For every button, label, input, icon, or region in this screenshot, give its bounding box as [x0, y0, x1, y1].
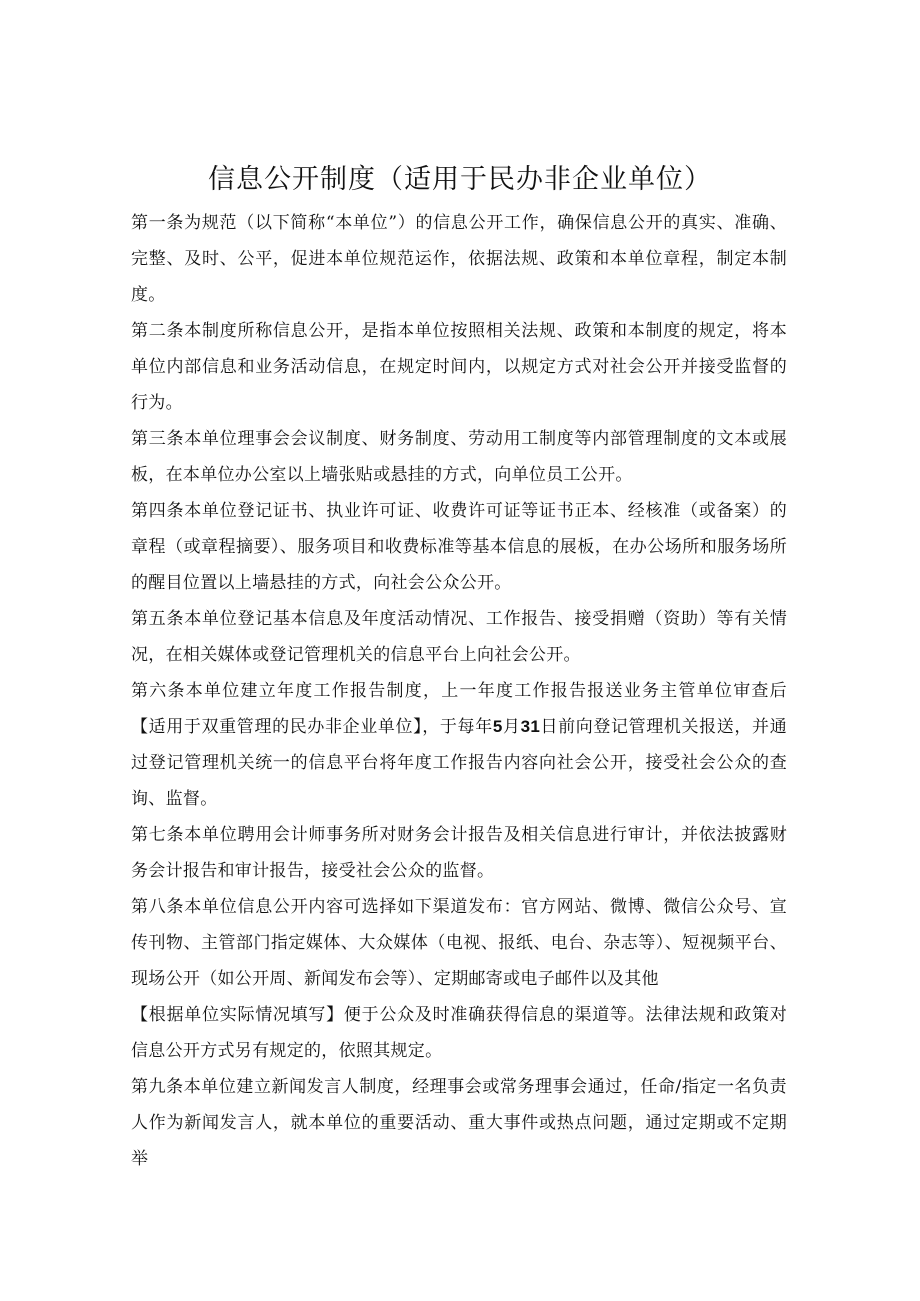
article-6	[131, 673, 787, 817]
document-body	[131, 205, 787, 1177]
article-7: 第七条本单位聘用会计师事务所对财务会计报告及相关信息进行审计，并依法披露财务会计报告和审计报告，接受社会公众的监督。	[131, 825, 787, 881]
article-8: 第八条本单位信息公开内容可选择如下渠道发布：官方网站、微博、微信公众号、宣传刊物、主管部门指定媒体、大众媒体（电视、报纸、电台、杂志等）、短视频平台、现场公开（如公开周、新闻发布会等）、定期邮寄或电子邮件以及其他	[131, 897, 787, 989]
article-3: 第三条本单位理事会会议制度、财务制度、劳动用工制度等内部管理制度的文本或展板，在本单位办公室以上墙张贴或悬挂的方式，向单位员工公开。	[131, 429, 787, 485]
article-6-part1: 第六条本单位建立年度工作报告制度，上一年度工作报告报送业务主管单位审查后【适用于双重管理的民办非企业单位】，于每年	[131, 681, 787, 737]
article-1: 第一条为规范（以下简称“本单位”）的信息公开工作，确保信息公开的真实、准确、完整、及时、公平，促进本单位规范运作，依据法规、政策和本单位章程，制定本制度。	[131, 213, 787, 305]
article-9: 第九条本单位建立新闻发言人制度，经理事会或常务理事会通过，任命/指定一名负责人作为新闻发言人，就本单位的重要活动、重大事件或热点问题，通过定期或不定期举	[131, 1077, 787, 1169]
article-6-part2: 月	[502, 717, 521, 737]
article-2: 第二条本制度所称信息公开，是指本单位按照相关法规、政策和本制度的规定，将本单位内部信息和业务活动信息，在规定时间内，以规定方式对社会公开并接受监督的行为。	[131, 321, 787, 413]
article-8-continued: 【根据单位实际情况填写】便于公众及时准确获得信息的渠道等。法律法规和政策对信息公开方式另有规定的，依照其规定。	[131, 1005, 787, 1061]
article-5: 第五条本单位登记基本信息及年度活动情况、工作报告、接受捐赠（资助）等有关情况，在相关媒体或登记管理机关的信息平台上向社会公开。	[131, 609, 787, 665]
article-4: 第四条本单位登记证书、执业许可证、收费许可证等证书正本、经核准（或备案）的章程（或章程摘要）、服务项目和收费标准等基本信息的展板，在办公场所和服务场所的醒目位置以上墙悬挂的方式，向社会公众公开。	[131, 501, 787, 593]
article-6-day: 31	[520, 717, 541, 736]
document-title: 信息公开制度（适用于民办非企业单位）	[208, 164, 712, 195]
article-6-month: 5	[492, 717, 503, 736]
article-6-part3: 日前向登记管理机关报送，并通过登记管理机关统一的信息平台将年度工作报告内容向社会公开，接受社会公众的查询、监督。	[131, 717, 787, 809]
